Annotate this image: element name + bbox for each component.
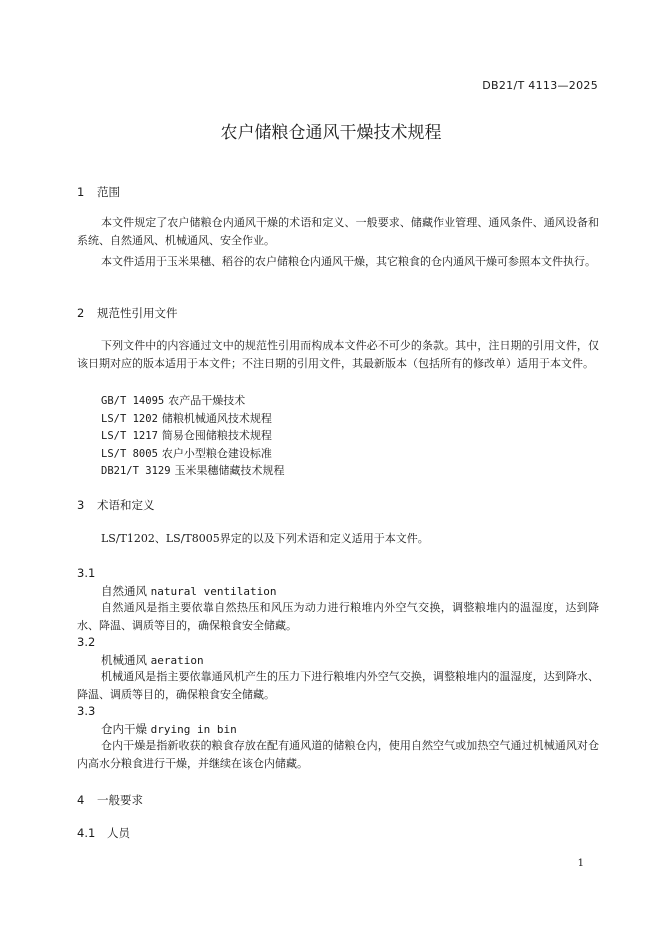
reference-item (101, 410, 272, 426)
term-definition: 自然通风是指主要依靠自然热压和风压为动力进行粮堆内外空气交换，调整粮堆内的温湿度，达到降水、降温、调质等目的，确保粮食安全储藏。 (77, 601, 599, 632)
term-name-zh: 自然通风 (101, 584, 147, 598)
document-title: 农户储粮仓通风干燥技术规程 (220, 123, 442, 143)
reference-name: 农户小型粮仓建设标准 (161, 447, 272, 460)
section-2-paragraph-1: 下列文件中的内容通过文中的规范性引用而构成本文件必不可少的条款。其中，注日期的引用文件，仅该日期对应的版本适用于本文件；不注日期的引用文件，其最新版本（包括所有的修改单）适用于本文件。 (77, 339, 599, 370)
document-number: DB21/T 4113—2025 (482, 79, 598, 92)
section-3-paragraph-1: LS/T1202、LS/T8005界定的以及下列术语和定义适用于本文件。 (101, 532, 429, 545)
term-name-zh: 仓内干燥 (101, 722, 147, 736)
reference-code: GB/T 14095 (101, 395, 165, 407)
section-title: 术语和定义 (97, 498, 155, 512)
term-name-en: aeration (150, 654, 204, 667)
term-name (101, 583, 277, 599)
section-number: 2 (77, 306, 85, 320)
term-number: 3.3 (77, 704, 96, 718)
section-title: 人员 (107, 826, 130, 840)
section-1-paragraph-2: 本文件适用于玉米果穗、稻谷的农户储粮仓内通风干燥，其它粮食的仓内通风干燥可参照本文件执行。 (101, 255, 596, 268)
reference-name: 玉米果穗储藏技术规程 (174, 464, 285, 477)
term-definition: 仓内干燥是指新收获的粮食存放在配有通风道的储粮仓内，使用自然空气或加热空气通过机械通风对仓内高水分粮食进行干燥，并继续在该仓内储藏。 (77, 739, 599, 770)
reference-item (101, 392, 245, 408)
section-number: 1 (77, 185, 85, 199)
section-title: 范围 (97, 185, 120, 199)
section-number: 3 (77, 498, 85, 512)
section-title: 规范性引用文件 (97, 306, 178, 320)
term-definition: 机械通风是指主要依靠通风机产生的压力下进行粮堆内外空气交换，调整粮堆内的温湿度，达到降水、降温、调质等目的，确保粮食安全储藏。 (77, 670, 599, 701)
term-number: 3.1 (77, 566, 96, 580)
section-4-1-heading (77, 825, 130, 841)
section-1-paragraph-1: 本文件规定了农户储粮仓内通风干燥的术语和定义、一般要求、储藏作业管理、通风条件、通风设备和系统、自然通风、机械通风、安全作业。 (77, 216, 599, 247)
reference-name: 农产品干燥技术 (168, 394, 246, 407)
term-name-zh: 机械通风 (101, 653, 147, 667)
reference-code: LS/T 1217 (101, 430, 158, 442)
reference-name: 简易仓囤储粮技术规程 (161, 429, 272, 442)
reference-code: DB21/T 3129 (101, 465, 171, 477)
page-number: 1 (577, 858, 584, 869)
reference-code: LS/T 8005 (101, 448, 158, 460)
term-name (101, 721, 237, 737)
term-name-en: natural ventilation (150, 585, 277, 598)
section-1-heading (77, 184, 120, 200)
section-title: 一般要求 (97, 793, 143, 807)
section-number: 4.1 (77, 826, 96, 840)
term-name (101, 652, 204, 668)
section-4-heading (77, 792, 143, 808)
reference-item (101, 427, 272, 443)
term-number: 3.2 (77, 635, 96, 649)
reference-item (101, 445, 272, 461)
term-name-en: drying in bin (150, 723, 237, 736)
reference-name: 储粮机械通风技术规程 (161, 412, 272, 425)
section-3-heading (77, 497, 155, 513)
section-2-heading (77, 305, 178, 321)
section-number: 4 (77, 793, 85, 807)
reference-item (101, 462, 285, 478)
reference-code: LS/T 1202 (101, 413, 158, 425)
